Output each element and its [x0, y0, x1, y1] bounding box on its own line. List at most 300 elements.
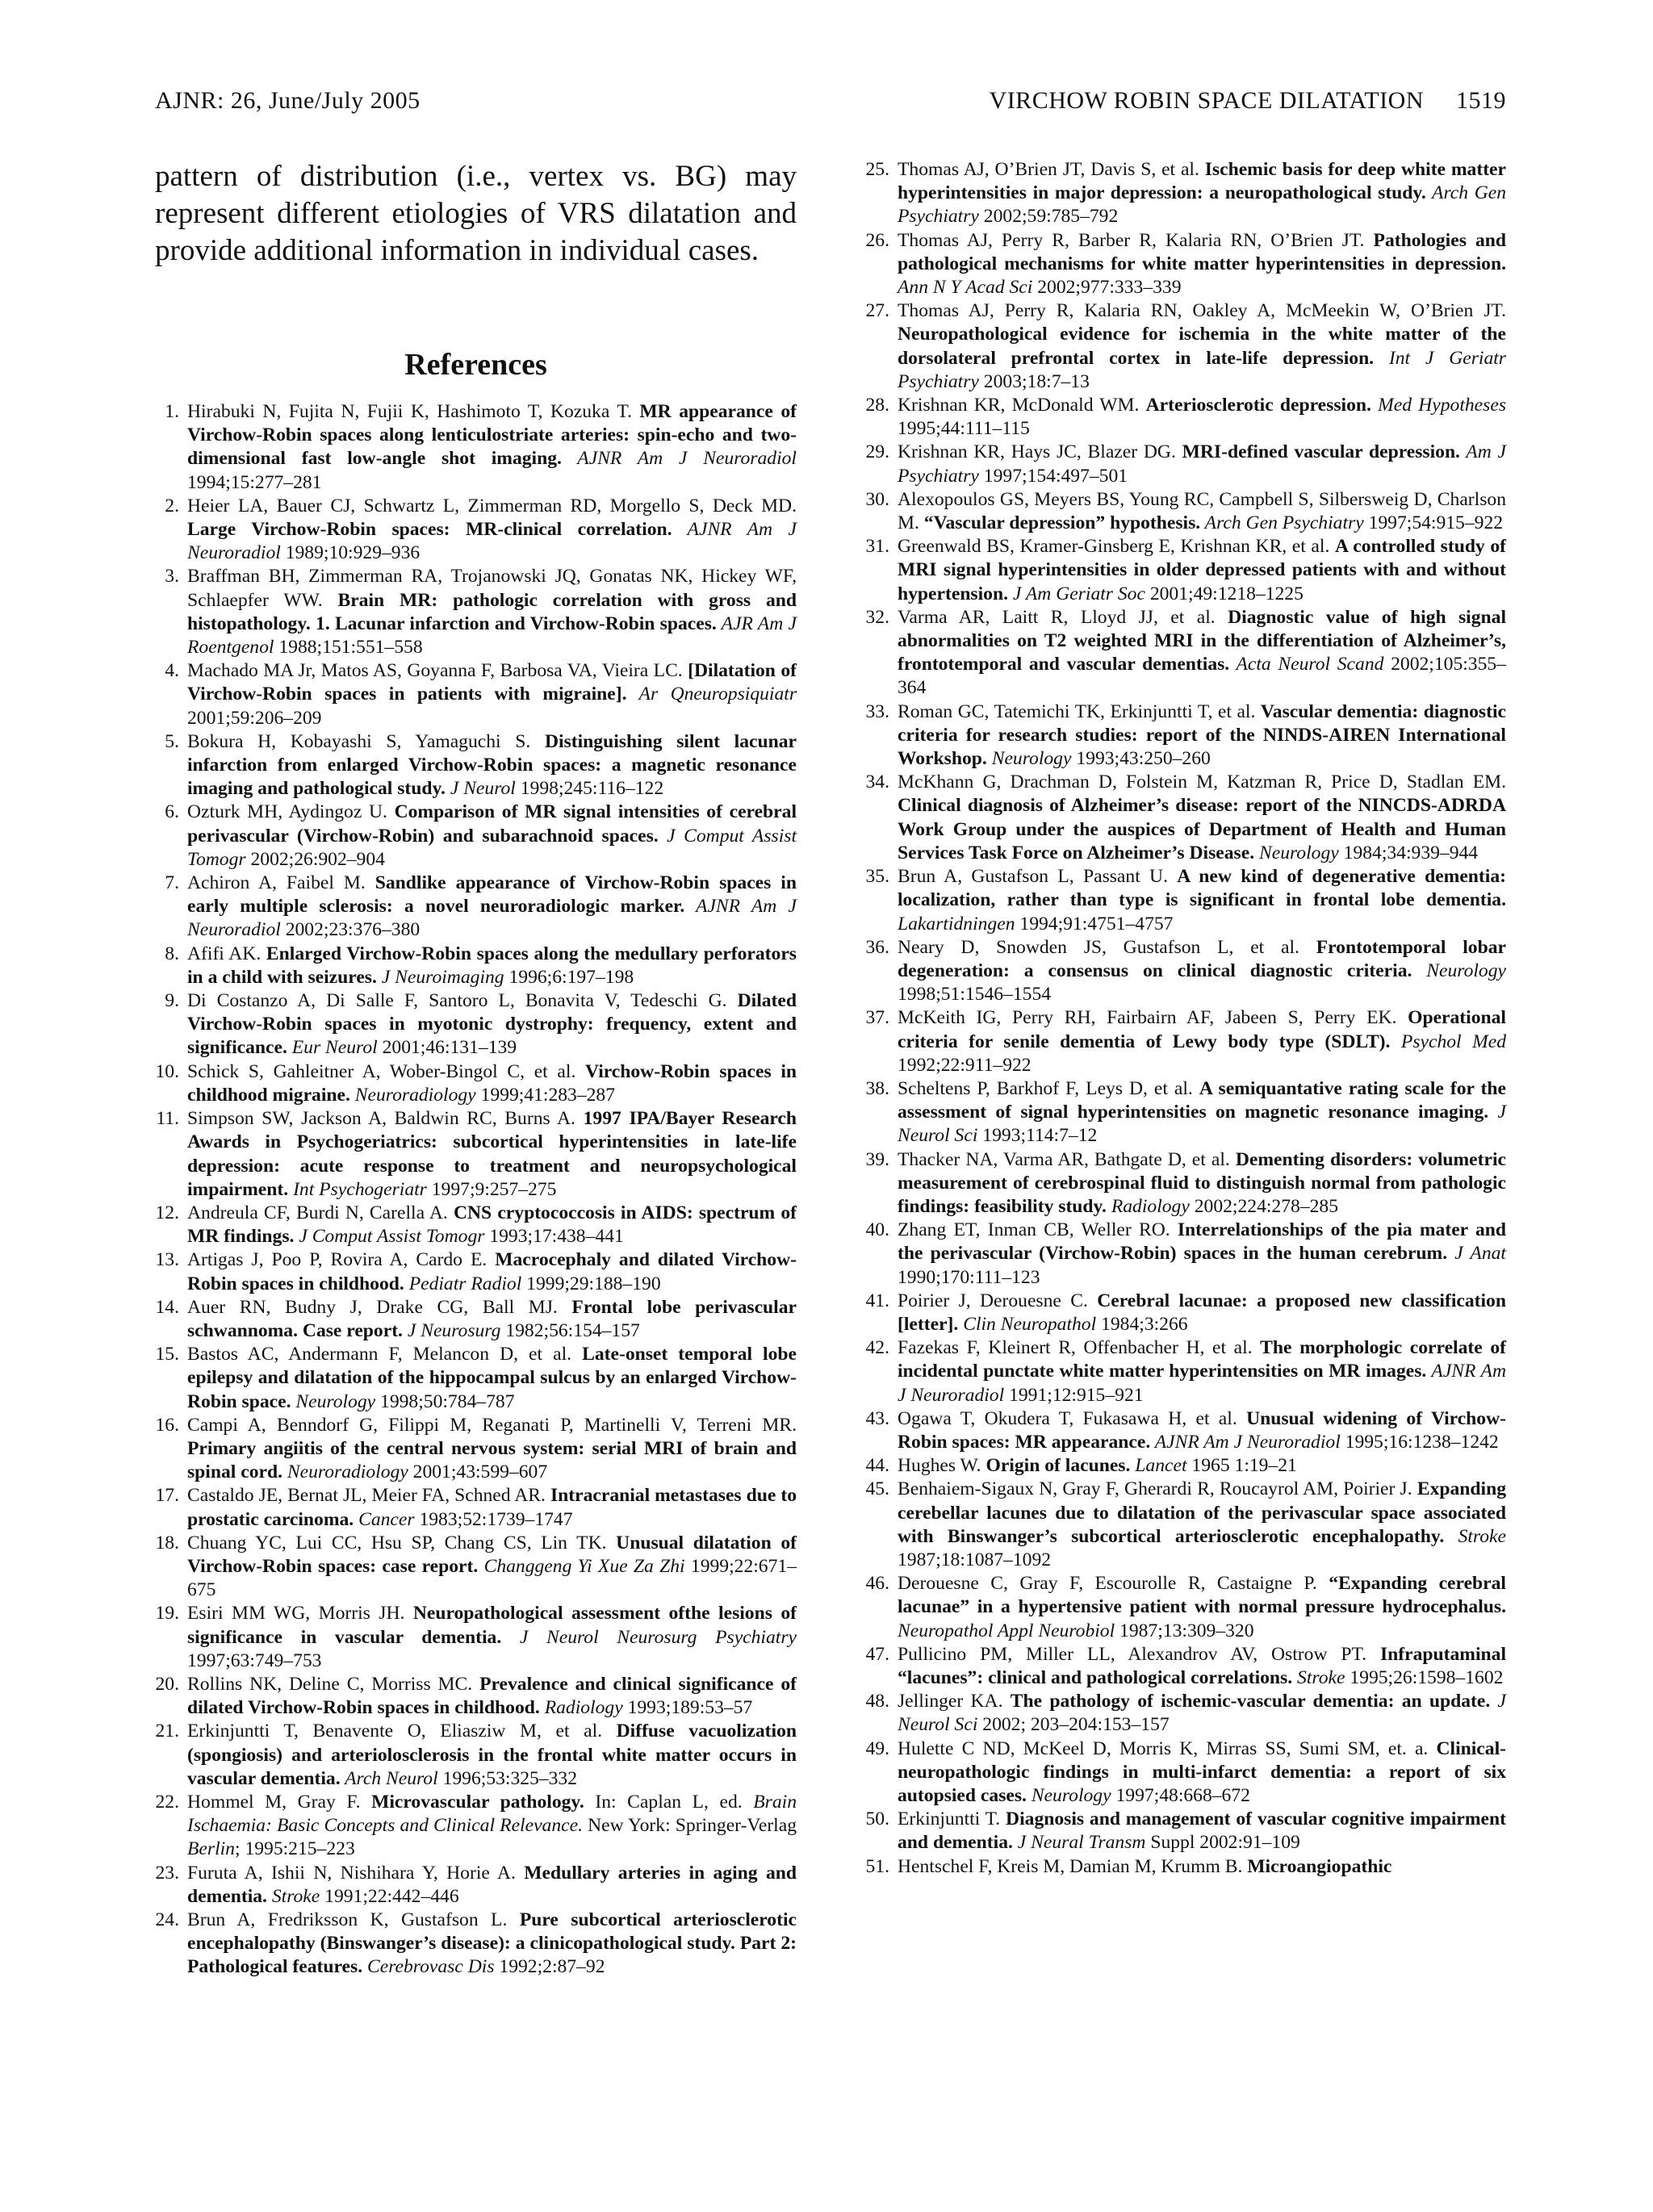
- reference-item: [155, 1602, 797, 1673]
- reference-item: [155, 495, 797, 566]
- reference-number: 28.: [865, 395, 889, 416]
- reference-authors: Heier LA, Bauer CJ, Schwartz L, Zimmerman RD, Morgello S, Deck MD.: [187, 495, 797, 516]
- reference-title: Virchow-Robin spaces in childhood migraine.: [187, 1060, 797, 1106]
- reference-citation: 1994;91:4751–4757: [1015, 913, 1174, 935]
- reference-authors: Castaldo JE, Bernat JL, Meier FA, Schned AR.: [187, 1485, 550, 1507]
- reference-authors: Krishnan KR, Hays JC, Blazer DG.: [898, 441, 1182, 463]
- reference-item: [155, 943, 797, 989]
- reference-number: 40.: [865, 1219, 889, 1241]
- reference-item: [155, 659, 797, 730]
- reference-title: Clinical diagnosis of Alzheimer’s disease: report of the NINCDS-ADRDA Work Group under the auspices of Department of Health and Human Services Task Force on Alzheimer’s Disease.: [898, 795, 1506, 863]
- running-title: VIRCHOW ROBIN SPACE DILATATION: [989, 87, 1424, 114]
- reference-title: Unusual dilatation of Virchow-Robin spaces: case report.: [187, 1532, 797, 1577]
- reference-item: [857, 1690, 1506, 1737]
- reference-citation: 1991;12:915–921: [1004, 1384, 1144, 1406]
- reference-number: 16.: [155, 1414, 179, 1436]
- reference-citation: 1990;170:111–123: [898, 1266, 1040, 1288]
- reference-item: [857, 1454, 1506, 1478]
- reference-authors: Campi A, Benndorf G, Filippi M, Reganati P, Martinelli V, Terreni MR.: [187, 1414, 797, 1436]
- reference-title: Diagnosis and management of vascular cognitive impairment and dementia.: [898, 1808, 1506, 1854]
- reference-number: 13.: [155, 1249, 179, 1271]
- reference-item: [857, 771, 1506, 865]
- reference-number: 49.: [865, 1737, 889, 1759]
- reference-authors: Auer RN, Budny J, Drake CG, Ball MJ.: [187, 1296, 572, 1318]
- reference-authors: Brun A, Fredriksson K, Gustafson L.: [187, 1909, 520, 1930]
- reference-authors: Thomas AJ, Perry R, Barber R, Kalaria RN, O’Brien JT.: [898, 229, 1374, 251]
- reference-authors: Braffman BH, Zimmerman RA, Trojanowski JQ, Gonatas NK, Hickey WF, Schlaepfer WW.: [187, 566, 797, 611]
- reference-journal: Arch Gen Psychiatry: [898, 182, 1506, 228]
- reference-title: Pure subcortical arteriosclerotic encephalopathy (Binswanger’s disease): a clinicopathological study. Part 2: Pathological features.: [187, 1909, 797, 1978]
- reference-journal: Neurology: [291, 1390, 376, 1412]
- reference-journal: Neuropathol Appl Neurobiol: [898, 1620, 1115, 1641]
- reference-journal: Neuroradiology: [349, 1084, 476, 1106]
- reference-number: 32.: [865, 606, 889, 628]
- reference-citation: 1993;114:7–12: [977, 1125, 1098, 1147]
- reference-authors: Ozturk MH, Aydingoz U.: [187, 801, 395, 823]
- reference-journal: Stroke: [1292, 1667, 1345, 1688]
- reference-journal: Neurology: [986, 748, 1072, 770]
- reference-journal: Clin Neuropathol: [958, 1313, 1097, 1335]
- reference-number: 31.: [865, 536, 889, 558]
- reference-citation: 1998;245:116–122: [515, 778, 664, 800]
- reference-number: 46.: [865, 1573, 889, 1595]
- reference-number: 12.: [155, 1202, 179, 1223]
- reference-number: 3.: [165, 566, 179, 587]
- reference-number: 30.: [865, 488, 889, 510]
- reference-number: 29.: [865, 441, 889, 463]
- reference-citation: 1996;53:325–332: [437, 1767, 578, 1789]
- reference-item: [857, 865, 1506, 936]
- reference-journal: Neurology: [1254, 842, 1339, 863]
- reference-authors: Hulette C ND, McKeel D, Morris K, Mirras SS, Sumi SM, et. a.: [898, 1737, 1437, 1759]
- reference-journal: AJNR Am J Neuroradiol: [898, 1361, 1506, 1406]
- reference-item: [155, 1107, 797, 1202]
- references-list-right: [857, 158, 1506, 1879]
- reference-citation: 1993;189:53–57: [622, 1697, 753, 1719]
- reference-number: 35.: [865, 866, 889, 888]
- reference-number: 24.: [155, 1909, 179, 1930]
- reference-journal: Neurology: [1412, 960, 1506, 981]
- journal-citation: AJNR: 26, June/July 2005: [155, 87, 421, 114]
- reference-journal: Lakartidningen: [898, 913, 1015, 935]
- reference-item: [155, 1532, 797, 1603]
- reference-item: [155, 1296, 797, 1343]
- reference-title: Cerebral lacunae: a proposed new classification [letter].: [898, 1290, 1506, 1335]
- references-heading: References: [404, 348, 547, 382]
- reference-citation: 1997;63:749–753: [187, 1650, 322, 1671]
- reference-number: 11.: [156, 1108, 179, 1130]
- reference-authors: Ogawa T, Okudera T, Fukasawa H, et al.: [898, 1407, 1247, 1429]
- reference-citation: 2002;26:902–904: [245, 848, 385, 870]
- reference-citation: 1991;22:442–446: [320, 1885, 459, 1907]
- reference-citation: 1999;41:283–287: [475, 1084, 616, 1106]
- reference-title: 1997 IPA/Bayer Research Awards in Psychogeriatrics: subcortical hyperintensities in late-life depression: acute response to treatment and neuropsychological impairment.: [187, 1108, 797, 1200]
- reference-title: Operational criteria for senile dementia of Lewy body type (SDLT).: [898, 1007, 1506, 1052]
- reference-item: [857, 1148, 1506, 1219]
- reference-authors: Brun A, Gustafson L, Passant U.: [898, 866, 1178, 888]
- reference-item: [857, 1643, 1506, 1690]
- reference-number: 4.: [165, 660, 179, 682]
- reference-number: 26.: [865, 229, 889, 251]
- reference-item: [857, 488, 1506, 535]
- reference-title: Frontal lobe perivascular schwannoma. Case report.: [187, 1296, 797, 1341]
- reference-citation: 1998;51:1546–1554: [898, 984, 1052, 1006]
- reference-item: [857, 441, 1506, 487]
- reference-item: [155, 400, 797, 495]
- reference-item: [155, 730, 797, 801]
- intro-paragraph: pattern of distribution (i.e., vertex vs. BG) may represent different etiologies of VRS dilatation and provide additional information in individual cases.: [155, 160, 797, 267]
- reference-authors: Erkinjuntti T, Benavente O, Eliasziw M, et al.: [187, 1721, 617, 1742]
- reference-number: 39.: [865, 1148, 889, 1170]
- reference-citation: 1993;17:438–441: [484, 1226, 624, 1248]
- reference-number: 33.: [865, 700, 889, 722]
- reference-journal: Acta Neurol Scand: [1229, 654, 1384, 675]
- reference-citation: 2002; 203–204:153–157: [977, 1714, 1170, 1736]
- reference-citation: 1983;52:1739–1747: [414, 1508, 573, 1530]
- reference-authors: Furuta A, Ishii N, Nishihara Y, Horie A.: [187, 1862, 525, 1884]
- reference-number: 8.: [165, 943, 179, 964]
- reference-item: [857, 535, 1506, 606]
- reference-authors: Poirier J, Derouesne C.: [898, 1290, 1098, 1311]
- reference-title: Intracranial metastases due to prostatic carcinoma.: [187, 1485, 797, 1530]
- reference-journal: Psychol Med: [1390, 1031, 1506, 1052]
- reference-number: 50.: [865, 1808, 889, 1830]
- reference-citation: 2002;977:333–339: [1032, 277, 1182, 299]
- reference-journal: Med Hypotheses: [1371, 395, 1506, 416]
- reference-citation: Suppl 2002:91–109: [1145, 1832, 1300, 1854]
- reference-title: Dilated Virchow-Robin spaces in myotonic dystrophy: frequency, extent and significance.: [187, 990, 797, 1059]
- reference-authors: Andreula CF, Burdi N, Carella A.: [187, 1202, 454, 1223]
- reference-journal: Int Psychogeriatr: [288, 1178, 427, 1200]
- reference-journal: Radiology: [539, 1697, 623, 1719]
- reference-item: [857, 1855, 1506, 1879]
- reference-authors: Derouesne C, Gray F, Escourolle R, Castaigne P.: [898, 1573, 1329, 1595]
- reference-item: [155, 801, 797, 872]
- reference-authors: Machado MA Jr, Matos AS, Goyanna F, Barbosa VA, Vieira LC.: [187, 660, 688, 682]
- reference-citation: 1997;9:257–275: [426, 1178, 557, 1200]
- reference-journal: AJNR Am J Neuroradiol: [187, 896, 797, 941]
- reference-citation: 1995;44:111–115: [898, 418, 1030, 440]
- reference-title: Brain MR: pathologic correlation with gross and histopathology. 1. Lacunar infarction and Virchow-Robin spaces.: [187, 589, 797, 634]
- reference-item: [857, 1478, 1506, 1572]
- reference-number: 48.: [865, 1691, 889, 1712]
- reference-item: [155, 1343, 797, 1414]
- reference-authors: Esiri MM WG, Morris JH.: [187, 1603, 413, 1625]
- reference-title: Origin of lacunes.: [986, 1455, 1131, 1477]
- reference-number: 20.: [155, 1673, 179, 1695]
- reference-journal: J Neurol Sci: [898, 1691, 1506, 1736]
- reference-authors: Greenwald BS, Kramer-Ginsberg E, Krishnan KR, et al.: [898, 536, 1335, 558]
- reference-item: [857, 158, 1506, 229]
- reference-journal: Ann N Y Acad Sci: [898, 277, 1033, 299]
- reference-authors: Rollins NK, Deline C, Morriss MC.: [187, 1673, 480, 1695]
- reference-citation: 1965 1:19–21: [1186, 1455, 1297, 1477]
- reference-citation: 1998;50:784–787: [375, 1390, 515, 1412]
- reference-title: Distinguishing silent lacunar infarction from enlarged Virchow-Robin spaces: a magnetic resonance imaging and pathological study.: [187, 730, 797, 800]
- reference-number: 19.: [155, 1603, 179, 1625]
- reference-item: [857, 1336, 1506, 1407]
- reference-journal: J Neurosurg: [402, 1319, 501, 1341]
- reference-number: 2.: [165, 495, 179, 516]
- reference-item: [857, 1572, 1506, 1643]
- reference-number: 47.: [865, 1643, 889, 1665]
- reference-citation: 1997;54:915–922: [1363, 512, 1504, 534]
- reference-title: Dementing disorders: volumetric measurement of cerebrospinal fluid to distinguish normal from pathologic findings: feasibility study.: [898, 1148, 1506, 1217]
- reference-item: [857, 1006, 1506, 1077]
- reference-number: 25.: [865, 159, 889, 180]
- reference-title: Frontotemporal lobar degeneration: a consensus on clinical diagnostic criteria.: [898, 936, 1506, 981]
- reference-citation: 1995;26:1598–1602: [1345, 1667, 1504, 1688]
- reference-citation: 1987;18:1087–1092: [898, 1549, 1052, 1570]
- reference-title: Sandlike appearance of Virchow-Robin spaces in early multiple sclerosis: a novel neuroradiologic marker.: [187, 872, 797, 918]
- reference-journal: Lancet: [1130, 1455, 1187, 1477]
- reference-pages: ; 1995:215–223: [234, 1838, 355, 1860]
- reference-item: [155, 1484, 797, 1531]
- reference-title: Clinical-neuropathologic findings in multi-infarct dementia: a report of six autopsied cases.: [898, 1737, 1506, 1807]
- reference-title: Medullary arteries in aging and dementia.: [187, 1862, 797, 1907]
- reference-citation: 1996;6:197–198: [504, 966, 634, 988]
- reference-title: CNS cryptococcosis in AIDS: spectrum of MR findings.: [187, 1202, 797, 1248]
- reference-citation: 2002;23:376–380: [280, 919, 421, 941]
- reference-citation: 2001;43:599–607: [408, 1461, 548, 1483]
- reference-number: 6.: [165, 801, 179, 823]
- references-list-left: [155, 400, 797, 1980]
- reference-citation: 1984;3:266: [1096, 1313, 1188, 1335]
- reference-citation: 1982;56:154–157: [500, 1319, 640, 1341]
- reference-journal: Arch Neurol: [340, 1767, 438, 1789]
- reference-title: Pathologies and pathological mechanisms for white matter hyperintensities in depression.: [898, 229, 1507, 274]
- reference-title: Neuropathological assessment ofthe lesions of significance in vascular dementia.: [187, 1603, 797, 1648]
- reference-item: [155, 1248, 797, 1295]
- reference-number: 9.: [165, 990, 179, 1012]
- reference-journal: J Comput Assist Tomogr: [187, 825, 797, 870]
- reference-authors: Hughes W.: [898, 1455, 986, 1477]
- reference-authors: Di Costanzo A, Di Salle F, Santoro L, Bonavita V, Tedeschi G.: [187, 990, 738, 1012]
- reference-title: Unusual widening of Virchow-Robin spaces: MR appearance.: [898, 1407, 1506, 1453]
- reference-journal: AJNR Am J Neuroradiol: [561, 448, 797, 470]
- reference-authors: Achiron A, Faibel M.: [187, 872, 375, 894]
- reference-number: 38.: [865, 1077, 889, 1099]
- reference-title: Large Virchow-Robin spaces: MR-clinical correlation.: [187, 519, 672, 541]
- reference-citation: 1984;34:939–944: [1338, 842, 1479, 863]
- reference-number: 23.: [155, 1862, 179, 1884]
- reference-citation: In: Caplan L, ed.: [584, 1791, 754, 1813]
- reference-journal: J Neurol Neurosurg Psychiatry: [501, 1626, 797, 1648]
- reference-item: [155, 1673, 797, 1720]
- reference-citation: 1989;10:929–936: [280, 542, 421, 564]
- reference-citation: 2002;59:785–792: [978, 206, 1119, 228]
- reference-title: Diagnostic value of high signal abnormalities on T2 weighted MRI in the differentiation of Alzheimer’s, frontotemporal and vascular dementias.: [898, 606, 1506, 675]
- reference-title: Infraputaminal “lacunes”: clinical and pathological correlations.: [898, 1643, 1506, 1688]
- reference-journal: J Neurol Sci: [898, 1102, 1507, 1147]
- reference-authors: Varma AR, Laitt R, Lloyd JJ, et al.: [898, 606, 1228, 628]
- reference-citation: 1999;22:671–675: [187, 1555, 797, 1601]
- reference-authors: Thomas AJ, Perry R, Kalaria RN, Oakley A, McMeekin W, O’Brien JT.: [898, 300, 1506, 322]
- reference-authors: McKhann G, Drachman D, Folstein M, Katzman R, Price D, Stadlan EM.: [898, 771, 1506, 793]
- reference-item: [155, 1060, 797, 1107]
- running-header: [155, 87, 1506, 123]
- reference-number: 7.: [165, 872, 179, 894]
- reference-journal: Cancer: [354, 1508, 415, 1530]
- reference-citation: 1995;16:1238–1242: [1340, 1431, 1499, 1453]
- reference-title: The pathology of ischemic-vascular dementia: an update.: [1010, 1691, 1491, 1712]
- reference-title: Late-onset temporal lobe epilepsy and dilatation of the hippocampal sulcus by an enlarged Virchow-Robin space.: [187, 1344, 797, 1412]
- reference-citation: 1997;48:668–672: [1111, 1785, 1250, 1807]
- reference-authors: Hentschel F, Kreis M, Damian M, Krumm B.: [898, 1855, 1248, 1877]
- reference-journal: Stroke: [1444, 1525, 1506, 1547]
- reference-citation: 1999;29:188–190: [521, 1273, 661, 1294]
- reference-number: 34.: [865, 771, 889, 793]
- reference-authors: Hommel M, Gray F.: [187, 1791, 372, 1813]
- reference-authors: Roman GC, Tatemichi TK, Erkinjuntti T, et al.: [898, 700, 1261, 722]
- reference-authors: Pullicino PM, Miller LL, Alexandrov AV, Ostrow PT.: [898, 1643, 1380, 1665]
- reference-authors: Alexopoulos GS, Meyers BS, Young RC, Campbell S, Silbersweig D, Charlson M.: [898, 488, 1506, 534]
- reference-journal: J Neurol: [445, 778, 516, 800]
- reference-item: [857, 1290, 1506, 1336]
- reference-number: 17.: [155, 1485, 179, 1507]
- reference-journal: Changgeng Yi Xue Za Zhi: [478, 1555, 685, 1577]
- reference-number: 1.: [165, 401, 179, 422]
- reference-citation: 2001;46:131–139: [377, 1037, 517, 1059]
- reference-number: 10.: [155, 1060, 179, 1082]
- reference-item: [155, 565, 797, 659]
- reference-number: 37.: [865, 1007, 889, 1029]
- reference-authors: Jellinger KA.: [898, 1691, 1011, 1712]
- reference-item: [155, 1909, 797, 1980]
- reference-authors: Benhaiem-Sigaux N, Gray F, Gherardi R, Roucayrol AM, Poirier J.: [898, 1478, 1417, 1500]
- reference-title: Diffuse vacuolization (spongiosis) and arteriolosclerosis in the frontal white matter occurs in vascular dementia.: [187, 1721, 797, 1789]
- reference-journal: Am J Psychiatry: [898, 441, 1506, 487]
- reference-number: 43.: [865, 1407, 889, 1429]
- reference-citation: 1987;13:309–320: [1115, 1620, 1254, 1641]
- reference-number: 51.: [865, 1855, 889, 1877]
- reference-journal: J Anat: [1447, 1243, 1506, 1265]
- reference-authors: Fazekas F, Kleinert R, Offenbacher H, et al.: [898, 1337, 1261, 1359]
- reference-number: 42.: [865, 1337, 889, 1359]
- reference-authors: Scheltens P, Barkhof F, Leys D, et al.: [898, 1077, 1199, 1099]
- reference-journal: Neuroradiology: [282, 1461, 408, 1483]
- reference-journal: Pediatr Radiol: [404, 1273, 522, 1294]
- reference-journal: Radiology: [1106, 1195, 1190, 1217]
- reference-number: 14.: [155, 1296, 179, 1318]
- reference-number: 41.: [865, 1290, 889, 1311]
- reference-item: [155, 1414, 797, 1485]
- right-column: [857, 158, 1506, 1879]
- reference-item: [155, 989, 797, 1060]
- reference-authors: Afifi AK.: [187, 943, 266, 964]
- reference-number: 22.: [155, 1791, 179, 1813]
- reference-item: [857, 229, 1506, 300]
- reference-title: Microangiopathic: [1247, 1855, 1392, 1877]
- reference-authors: Hirabuki N, Fujita N, Fujii K, Hashimoto T, Kozuka T.: [187, 401, 640, 422]
- reference-authors: Simpson SW, Jackson A, Baldwin RC, Burns A.: [187, 1108, 584, 1130]
- reference-journal: Cerebrovasc Dis: [362, 1956, 495, 1978]
- reference-authors: Bokura H, Kobayashi S, Yamaguchi S.: [187, 730, 545, 752]
- reference-journal: J Comput Assist Tomogr: [294, 1226, 485, 1248]
- reference-item: [155, 1862, 797, 1909]
- reference-journal: Arch Gen Psychiatry: [1200, 512, 1364, 534]
- reference-title: Arteriosclerotic depression.: [1145, 395, 1371, 416]
- reference-journal: Ar Qneuropsiquiatr: [626, 684, 797, 705]
- reference-authors: Schick S, Gahleitner A, Wober-Bingol C, et al.: [187, 1060, 586, 1082]
- reference-item: [155, 872, 797, 943]
- reference-title: Interrelationships of the pia mater and the perivascular (Virchow-Robin) spaces in the human cerebrum.: [898, 1219, 1506, 1265]
- reference-item: [857, 1808, 1506, 1854]
- reference-authors: Zhang ET, Inman CB, Weller RO.: [898, 1219, 1178, 1241]
- reference-authors: Neary D, Snowden JS, Gustafson L, et al.: [898, 936, 1316, 958]
- reference-title: Ischemic basis for deep white matter hyperintensities in major depression: a neuropathological study.: [898, 159, 1506, 204]
- reference-authors: Chuang YC, Lui CC, Hsu SP, Chang CS, Lin TK.: [187, 1532, 617, 1553]
- reference-title: [Dilatation of Virchow-Robin spaces in patients with migraine].: [187, 660, 797, 705]
- page-number: 1519: [1456, 87, 1506, 114]
- reference-item: [857, 299, 1506, 394]
- reference-book-title: Brain Ischaemia: Basic Concepts and Clinical Relevance.: [187, 1791, 797, 1837]
- reference-citation: 1993;43:250–260: [1071, 748, 1211, 770]
- reference-item: [857, 1737, 1506, 1808]
- reference-item: [155, 1720, 797, 1791]
- reference-citation: 1988;151:551–558: [274, 637, 423, 659]
- reference-authors: Thacker NA, Varma AR, Bathgate D, et al.: [898, 1148, 1236, 1170]
- reference-journal: J Neuroimaging: [376, 966, 504, 988]
- reference-authors: Thomas AJ, O’Brien JT, Davis S, et al.: [898, 159, 1205, 180]
- reference-authors: Bastos AC, Andermann F, Melancon D, et al.: [187, 1344, 583, 1365]
- reference-item: [857, 606, 1506, 700]
- reference-authors: McKeith IG, Perry RH, Fairbairn AF, Jabeen S, Perry EK.: [898, 1007, 1408, 1029]
- reference-journal: J Neural Transm: [1012, 1832, 1146, 1854]
- reference-place: Berlin: [187, 1838, 235, 1860]
- reference-item: [857, 936, 1506, 1007]
- reference-item: [857, 394, 1506, 441]
- reference-title: Vascular dementia: diagnostic criteria for research studies: report of the NINDS-AIREN International Workshop.: [898, 700, 1506, 770]
- reference-number: 18.: [155, 1532, 179, 1553]
- reference-item: [857, 1077, 1506, 1148]
- reference-item: [857, 700, 1506, 771]
- reference-title: Comparison of MR signal intensities of cerebral perivascular (Virchow-Robin) and subarachnoid spaces.: [187, 801, 797, 847]
- reference-authors: Krishnan KR, McDonald WM.: [898, 395, 1146, 416]
- reference-journal: Neurology: [1026, 1785, 1111, 1807]
- reference-title: A new kind of degenerative dementia: localization, rather than type is significant in frontal lobe dementia.: [898, 866, 1506, 911]
- reference-journal: AJR Am J Roentgenol: [187, 613, 797, 659]
- reference-journal: Stroke: [266, 1885, 320, 1907]
- reference-item: [857, 1219, 1506, 1290]
- reference-title: A controlled study of MRI signal hyperintensities in older depressed patients with and without hypertension.: [898, 536, 1506, 604]
- reference-title: “Vascular depression” hypothesis.: [923, 512, 1201, 534]
- reference-citation: 1992;2:87–92: [494, 1956, 605, 1978]
- reference-number: 44.: [865, 1455, 889, 1477]
- reference-title: A semiquantative rating scale for the assessment of signal hyperintensities on magnetic resonance imaging.: [898, 1077, 1506, 1123]
- reference-journal: Eur Neurol: [287, 1037, 378, 1059]
- reference-citation: 2001;49:1218–1225: [1145, 583, 1304, 604]
- reference-item: [155, 1202, 797, 1248]
- reference-authors: Artigas J, Poo P, Rovira A, Cardo E.: [187, 1249, 496, 1271]
- reference-title: Prevalence and clinical significance of dilated Virchow-Robin spaces in childhood.: [187, 1673, 797, 1719]
- reference-title: Primary angiitis of the central nervous system: serial MRI of brain and spinal cord.: [187, 1437, 797, 1483]
- reference-citation: 2001;59:206–209: [187, 707, 322, 729]
- left-column: [155, 158, 797, 1980]
- reference-title: Microvascular pathology.: [371, 1791, 584, 1813]
- reference-title: Neuropathological evidence for ischemia in the white matter of the dorsolateral prefrontal cortex in late-life depression.: [898, 324, 1506, 369]
- reference-title: The morphologic correlate of incidental punctate white matter hyperintensities on MR images.: [898, 1337, 1506, 1382]
- reference-publisher: New York: Springer-Verlag: [583, 1815, 797, 1837]
- reference-citation: 1994;15:277–281: [187, 471, 322, 493]
- reference-title: Macrocephaly and dilated Virchow-Robin spaces in childhood.: [187, 1249, 797, 1294]
- reference-journal: AJNR Am J Neuroradiol: [187, 519, 797, 564]
- reference-number: 27.: [865, 300, 889, 322]
- reference-title: MRI-defined vascular depression.: [1182, 441, 1460, 463]
- reference-citation: 2002;224:278–285: [1189, 1195, 1339, 1217]
- reference-journal: AJNR Am J Neuroradiol: [1150, 1431, 1341, 1453]
- reference-citation: 1992;22:911–922: [898, 1054, 1032, 1076]
